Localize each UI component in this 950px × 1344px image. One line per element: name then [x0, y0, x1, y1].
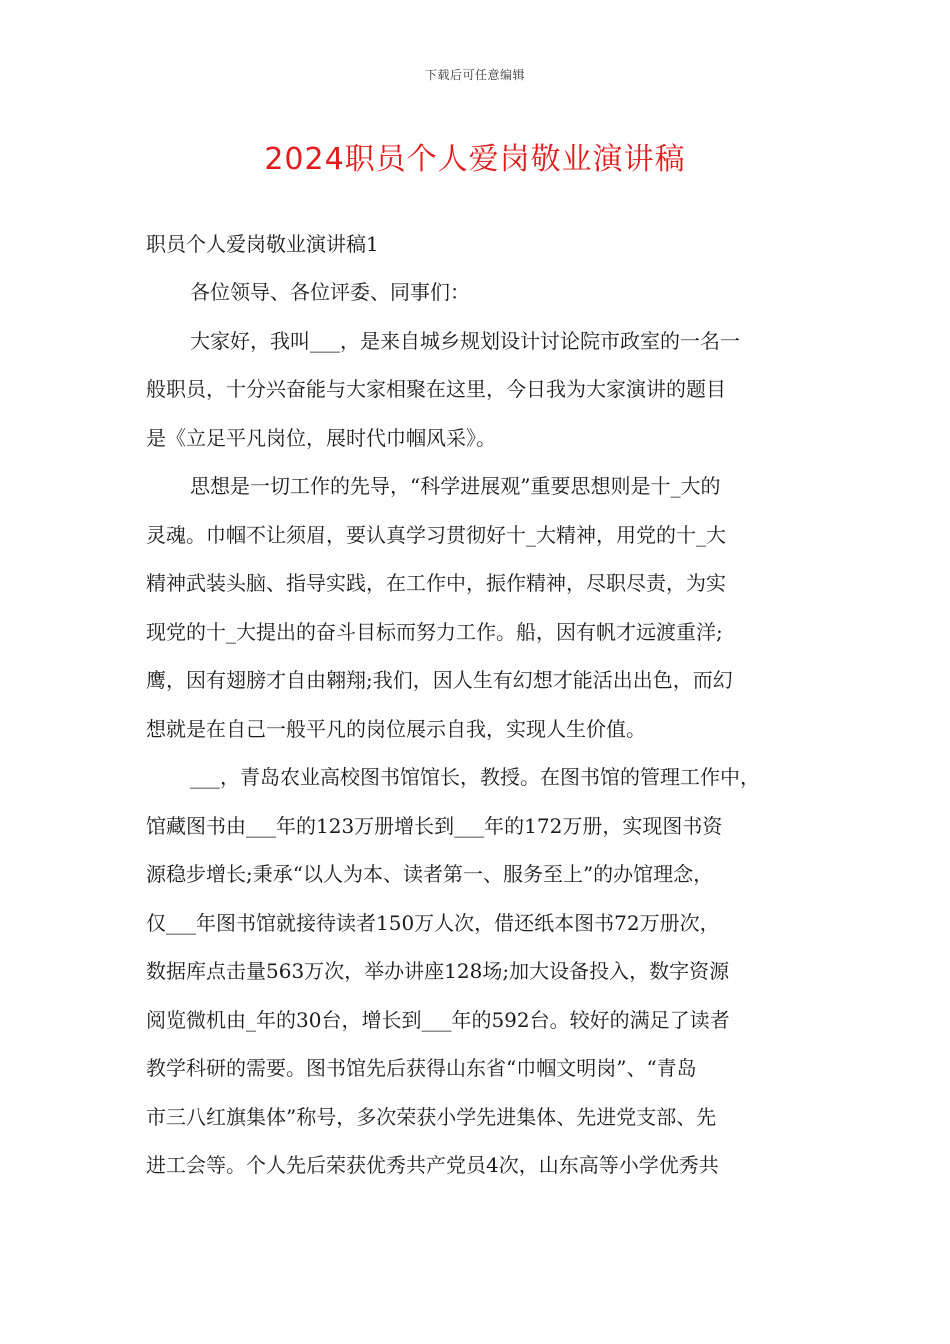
paragraph-line: 思想是一切工作的先导，“科学进展观”重要思想则是十_大的 [190, 474, 721, 498]
paragraph-line: 市三八红旗集体”称号，多次荣获小学先进集体、先进党支部、先 [146, 1104, 717, 1129]
paragraph-library [146, 753, 814, 1190]
paragraph-thought [146, 462, 814, 753]
paragraph-line: 仅___年图书馆就接待读者150万人次，借还纸本图书72万册次， [146, 910, 720, 935]
paragraph-line: 阅览微机由_年的30台，增长到___年的592台。较好的满足了读者 [146, 1007, 730, 1032]
paragraph-line: 大家好，我叫___，是来自城乡规划设计讨论院市政室的一名一 [190, 328, 740, 353]
paragraph-line: 鹰，因有翅膀才自由翱翔;我们，因人生有幻想才能活出出色，而幻 [146, 668, 733, 692]
download-note: 下载后可任意编辑 [424, 68, 525, 82]
document-body [146, 220, 814, 1190]
paragraph-line: 精神武装头脑、指导实践，在工作中，振作精神，尽职尽责，为实 [146, 571, 726, 595]
paragraph-line: 现党的十_大提出的奋斗目标而努力工作。船，因有帆才远渡重洋; [146, 619, 723, 644]
paragraph-line: 般职员，十分兴奋能与大家相聚在这里，今日我为大家演讲的题目 [146, 377, 726, 401]
paragraph-line: 源稳步增长;秉承“以人为本、读者第一、服务至上”的办馆理念， [146, 862, 714, 886]
paragraph-line: 是《立足平凡岗位，展时代巾帼风采》。 [146, 425, 496, 450]
document-title: 2024职员个人爱岗敬业演讲稿 [264, 142, 686, 177]
paragraph-line: ___，青岛农业高校图书馆馆长，教授。在图书馆的管理工作中， [190, 765, 760, 789]
paragraph-line: 进工会等。个人先后荣获优秀共产党员4次，山东高等小学优秀共 [146, 1153, 719, 1177]
paragraph-line: 馆藏图书由___年的123万册增长到___年的172万册，实现图书资 [146, 813, 723, 838]
paragraph-line: 各位领导、各位评委、同事们： [190, 280, 470, 304]
paragraph-intro [146, 317, 814, 463]
paragraph-line: 教学科研的需要。图书馆先后获得山东省“巾帼文明岗”、“青岛 [146, 1056, 697, 1080]
paragraph-line: 数据库点击量563万次，举办讲座128场;加大设备投入，数字资源 [146, 959, 730, 983]
paragraph-line: 想就是在自己一般平凡的岗位展示自我，实现人生价值。 [146, 716, 646, 741]
section-heading: 职员个人爱岗敬业演讲稿1 [146, 232, 379, 256]
paragraph-line: 灵魂。巾帼不让须眉，要认真学习贯彻好十_大精神，用党的十_大 [146, 522, 726, 547]
paragraph-greeting [146, 268, 814, 317]
